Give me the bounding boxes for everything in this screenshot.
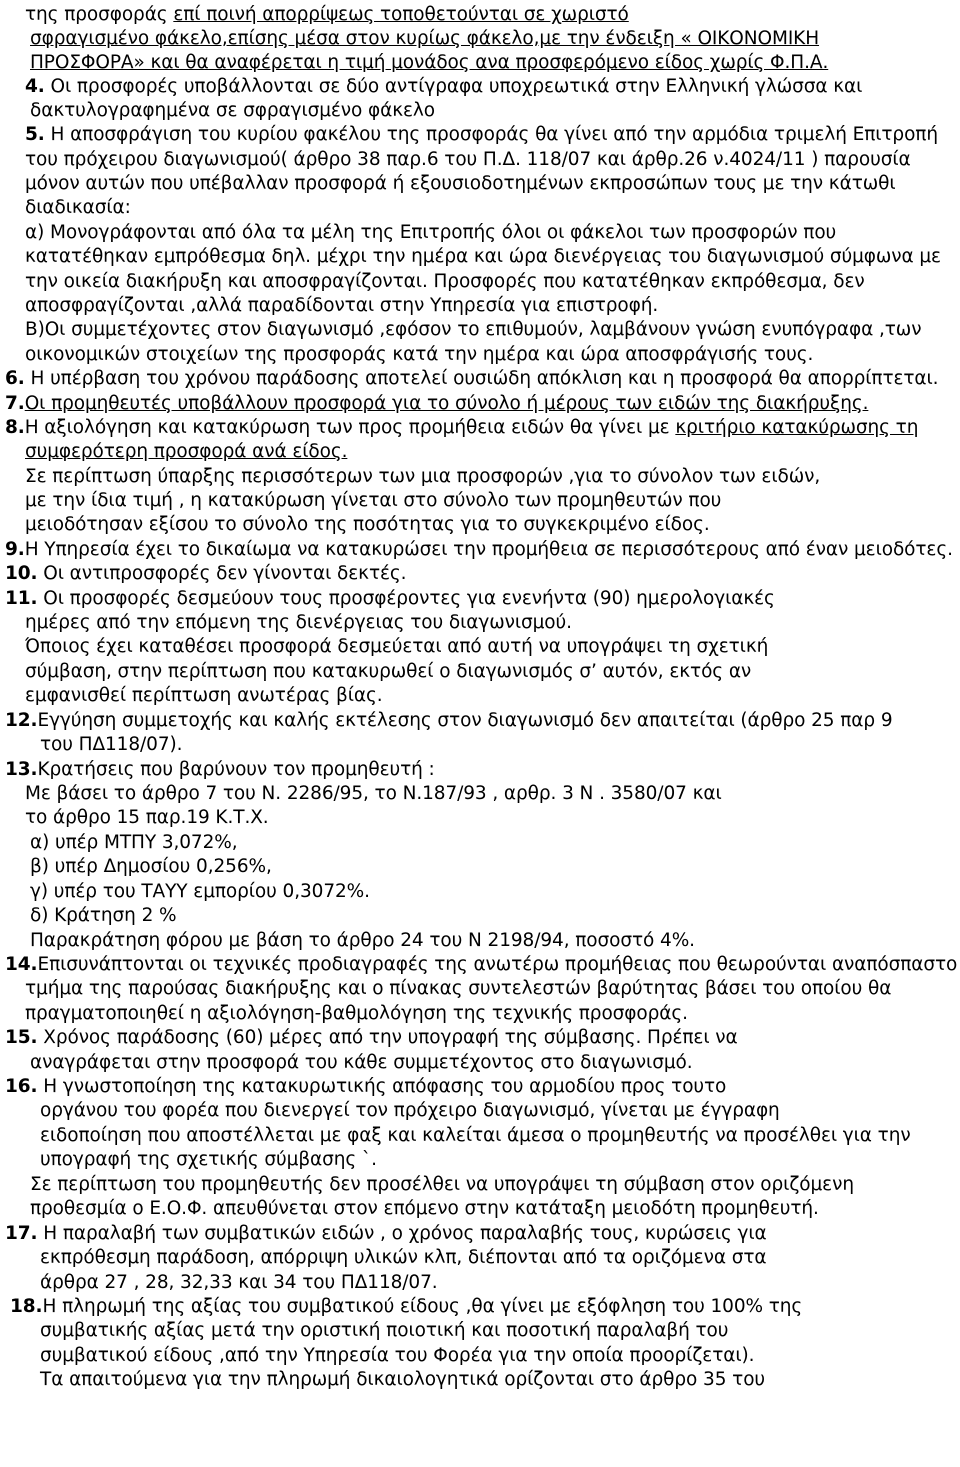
regular-text: Παρακράτηση φόρου με βάση το άρθρο 24 του Ν 2198/94, ποσοστό 4%.: [30, 930, 695, 951]
regular-text: υπογραφή της σχετικής σύμβασης `.: [40, 1149, 377, 1170]
text-line: [25, 318, 921, 342]
bold-text: 12.: [5, 710, 38, 731]
regular-text: Εγγύηση συμμετοχής και καλής εκτέλεσης στον διαγωνισμό δεν απαιτείται (άρθρο 25 παρ 9: [37, 710, 893, 731]
underlined-text: ΠΡΟΣΦΟΡΑ» και θα αναφέρεται η τιμή μονάδος ανα προσφερόμενο είδος χωρίς Φ.Π.Α.: [30, 52, 829, 73]
text-line: [30, 855, 272, 879]
text-line: [25, 977, 891, 1001]
regular-text: διαδικασία:: [25, 197, 131, 218]
regular-text: Σε περίπτωση του προμηθευτής δεν προσέλθει να υπογράψει τη σύμβαση στον οριζόμενη: [30, 1174, 854, 1195]
regular-text: τμήμα της παρούσας διακήρυξης και ο πίνακας συντελεστών βαρύτητας βάσει του οποίου θα: [25, 978, 892, 999]
regular-text: Η αξιολόγηση και κατακύρωση των προς προμήθεια ειδών θα γίνει με: [24, 417, 676, 438]
bold-text: 11.: [5, 588, 38, 609]
text-line: [25, 513, 710, 537]
text-line: [5, 587, 775, 611]
text-line: [25, 440, 347, 464]
text-line: [25, 782, 722, 806]
regular-text: Οι αντιπροσφορές δεν γίνονται δεκτές.: [37, 563, 407, 584]
text-line: [25, 270, 865, 294]
text-line: [5, 538, 953, 562]
regular-text: Η Υπηρεσία έχει το δικαίωμα να κατακυρώσει την προμήθεια σε περισσότερους από έναν μειοδότες.: [24, 539, 953, 560]
text-line: [40, 1368, 765, 1392]
text-line: [30, 929, 695, 953]
text-line: [30, 1051, 693, 1075]
regular-text: πραγματοποιηθεί η αξιολόγηση-βαθμολόγηση της τεχνικής προσφοράς.: [25, 1003, 688, 1024]
text-line: [25, 1002, 688, 1026]
text-line: [30, 1173, 854, 1197]
regular-text: Οι προσφορές δεσμεύουν τους προσφέροντες για ενενήντα (90) ημερολογιακές: [37, 588, 775, 609]
text-line: [40, 1271, 438, 1295]
underlined-text: σφραγισμένο φάκελο,επίσης μέσα στον κυρίως φάκελο,με την ένδειξη « ΟΙΚΟΝΟΜΙΚΗ: [30, 28, 820, 49]
bold-text: 13.: [5, 759, 38, 780]
text-line: [40, 1099, 780, 1123]
regular-text: την οικεία διακήρυξη και αποσφραγίζονται. Προσφορές που κατατέθηκαν εκπρόθεσμα, δεν: [25, 271, 865, 292]
text-line: [40, 1246, 766, 1270]
text-line: [25, 245, 941, 269]
regular-text: του πρόχειρου διαγωνισμού( άρθρο 38 παρ.6 του Π.Δ. 118/07 και άρθρ.26 ν.4024/11 ) παρουσία: [25, 149, 911, 170]
text-line: [5, 953, 957, 977]
text-line: [5, 367, 938, 391]
bold-text: 6.: [5, 368, 25, 389]
underlined-text: συμφερότερη προσφορά ανά είδος.: [25, 441, 348, 462]
regular-text: μόνον αυτών που υπέβαλλαν προσφορά ή εξουσιοδοτημένων εκπροσώπων τους με την κάτωθι: [25, 173, 896, 194]
regular-text: β) υπέρ Δημοσίου 0,256%,: [30, 856, 272, 877]
regular-text: αναγράφεται στην προσφορά του κάθε συμμετέχοντος στο διαγωνισμό.: [30, 1052, 693, 1073]
text-line: [5, 1222, 767, 1246]
text-line: [30, 27, 819, 51]
text-line: [10, 1295, 802, 1319]
text-line: [30, 880, 370, 904]
text-line: [25, 196, 131, 220]
regular-text: αποσφραγίζονται ,αλλά παραδίδονται στην Υπηρεσία για επιστροφή.: [25, 295, 659, 316]
regular-text: το άρθρο 15 παρ.19 Κ.Τ.Χ.: [25, 807, 269, 828]
bold-text: 8.: [5, 417, 25, 438]
regular-text: Β)Οι συμμετέχοντες στον διαγωνισμό ,εφόσον το επιθυμούν, λαμβάνουν γνώση ενυπόγραφα ,των: [25, 319, 922, 340]
bold-text: 15.: [5, 1027, 38, 1048]
regular-text: Με βάσει το άρθρο 7 του Ν. 2286/95, το Ν.187/93 , αρθρ. 3 Ν . 3580/07 και: [25, 783, 722, 804]
text-line: [25, 343, 813, 367]
bold-text: 10.: [5, 563, 38, 584]
text-line: [40, 733, 182, 757]
regular-text: δακτυλογραφημένα σε σφραγισμένο φάκελο: [30, 100, 435, 121]
regular-text: Όποιος έχει καταθέσει προσφορά δεσμεύεται από αυτή να υπογράψει τη σχετική: [25, 636, 769, 657]
text-line: [5, 1026, 738, 1050]
text-line: [40, 1344, 754, 1368]
text-line: [25, 489, 721, 513]
regular-text: δ) Κράτηση 2 %: [30, 905, 177, 926]
regular-text: Η πληρωμή της αξίας του συμβατικού είδους ,θα γίνει με εξόφληση του 100% της: [42, 1296, 803, 1317]
bold-text: 4.: [25, 76, 45, 97]
regular-text: Η υπέρβαση του χρόνου παράδοσης αποτελεί ουσιώδη απόκλιση και η προσφορά θα απορρίπτεται.: [24, 368, 939, 389]
regular-text: Η παραλαβή των συμβατικών ειδών , ο χρόνος παραλαβής τους, κυρώσεις για: [37, 1223, 767, 1244]
underlined-text: κριτήριο κατακύρωσης τη: [675, 417, 919, 438]
text-line: [25, 172, 896, 196]
regular-text: Οι προσφορές υποβάλλονται σε δύο αντίγραφα υποχρεωτικά στην Ελληνική γλώσσα και: [44, 76, 863, 97]
text-line: [5, 562, 406, 586]
text-line: [5, 1075, 726, 1099]
text-line: [5, 392, 868, 416]
text-line: [25, 148, 911, 172]
regular-text: της προσφοράς: [25, 4, 174, 25]
text-line: [40, 1148, 377, 1172]
regular-text: οργάνου του φορέα που διενεργεί τον πρόχειρο διαγωνισμό, γίνεται με έγγραφη: [40, 1100, 780, 1121]
bold-text: 7.: [5, 393, 25, 414]
underlined-text: επί ποινή απορρίψεως τοποθετούνται σε χωριστό: [173, 4, 629, 25]
regular-text: με την ίδια τιμή , η κατακύρωση γίνεται στο σύνολο των προμηθευτών που: [25, 490, 722, 511]
text-line: [25, 221, 836, 245]
regular-text: α) υπέρ ΜΤΠΥ 3,072%,: [30, 832, 238, 853]
regular-text: Σε περίπτωση ύπαρξης περισσότερων των μια προσφορών ,για το σύνολον των ειδών,: [25, 466, 821, 487]
bold-text: 17.: [5, 1223, 38, 1244]
underlined-text: Οι προμηθευτές υποβάλλουν προσφορά για το σύνολο ή μέρους των ειδών της διακήρυξης.: [24, 393, 869, 414]
regular-text: γ) υπέρ του ΤΑΥΥ εμπορίου 0,3072%.: [30, 881, 370, 902]
regular-text: Η αποσφράγιση του κυρίου φακέλου της προσφοράς θα γίνει από την αρμόδια τριμελή Επιτροπή: [44, 124, 938, 145]
regular-text: προθεσμία ο Ε.Ο.Φ. απευθύνεται στον επόμενο στην κατάταξη μειοδότη προμηθευτή.: [30, 1198, 819, 1219]
regular-text: εμφανισθεί περίπτωση ανωτέρας βίας.: [25, 685, 383, 706]
text-line: [30, 99, 435, 123]
regular-text: Επισυνάπτονται οι τεχνικές προδιαγραφές της ανωτέρω προμήθειας που θεωρούνται αναπόσπαστο: [37, 954, 958, 975]
text-line: [25, 635, 768, 659]
bold-text: 5.: [25, 124, 45, 145]
text-line: [30, 904, 177, 928]
text-line: [25, 611, 572, 635]
regular-text: Κρατήσεις που βαρύνουν τον προμηθευτή :: [37, 759, 435, 780]
bold-text: 9.: [5, 539, 25, 560]
regular-text: συμβατικής αξίας μετά την οριστική ποιοτική και ποσοτική παραλαβή του: [40, 1320, 729, 1341]
text-line: [25, 465, 820, 489]
text-line: [25, 123, 938, 147]
regular-text: Χρόνος παράδοσης (60) μέρες από την υπογραφή της σύμβασης. Πρέπει να: [37, 1027, 738, 1048]
regular-text: συμβατικού είδους ,από την Υπηρεσία του Φορέα για την οποία προορίζεται).: [40, 1345, 755, 1366]
text-line: [30, 1197, 819, 1221]
text-line: [25, 294, 658, 318]
regular-text: ημέρες από την επόμενη της διενέργειας του διαγωνισμού.: [25, 612, 572, 633]
regular-text: κατατέθηκαν εμπρόθεσμα δηλ. μέχρι την ημέρα και ώρα διενέργειας του διαγωνισμού σύμφωνα με: [25, 246, 941, 267]
regular-text: του ΠΔ118/07).: [40, 734, 183, 755]
bold-text: 14.: [5, 954, 38, 975]
regular-text: Τα απαιτούμενα για την πληρωμή δικαιολογητικά ορίζονται στο άρθρο 35 του: [40, 1369, 766, 1390]
regular-text: οικονομικών στοιχείων της προσφοράς κατά την ημέρα και ώρα αποσφράγισής τους.: [25, 344, 814, 365]
bold-text: 18.: [10, 1296, 43, 1317]
text-line: [5, 709, 893, 733]
regular-text: α) Μονογράφονται από όλα τα μέλη της Επιτροπής όλοι οι φάκελοι των προσφορών που: [25, 222, 837, 243]
text-line: [25, 3, 629, 27]
text-line: [5, 758, 435, 782]
text-line: [25, 660, 751, 684]
text-line: [5, 416, 918, 440]
regular-text: σύμβαση, στην περίπτωση που κατακυρωθεί ο διαγωνισμός σ’ αυτόν, εκτός αν: [25, 661, 752, 682]
regular-text: Η γνωστοποίηση της κατακυρωτικής απόφασης του αρμοδίου προς τουτο: [37, 1076, 727, 1097]
regular-text: άρθρα 27 , 28, 32,33 και 34 του ΠΔ118/07.: [40, 1272, 438, 1293]
text-line: [30, 831, 238, 855]
text-line: [30, 51, 828, 75]
text-line: [25, 806, 269, 830]
text-line: [25, 75, 862, 99]
text-line: [25, 684, 383, 708]
regular-text: μειοδότησαν εξίσου το σύνολο της ποσότητας για το συγκεκριμένο είδος.: [25, 514, 710, 535]
regular-text: εκπρόθεσμη παράδοση, απόρριψη υλικών κλπ, διέπονται από τα οριζόμενα στα: [40, 1247, 767, 1268]
text-line: [40, 1319, 728, 1343]
regular-text: ειδοποίηση που αποστέλλεται με φαξ και καλείται άμεσα ο προμηθευτής να προσέλθει για την: [40, 1125, 911, 1146]
text-line: [40, 1124, 911, 1148]
bold-text: 16.: [5, 1076, 38, 1097]
